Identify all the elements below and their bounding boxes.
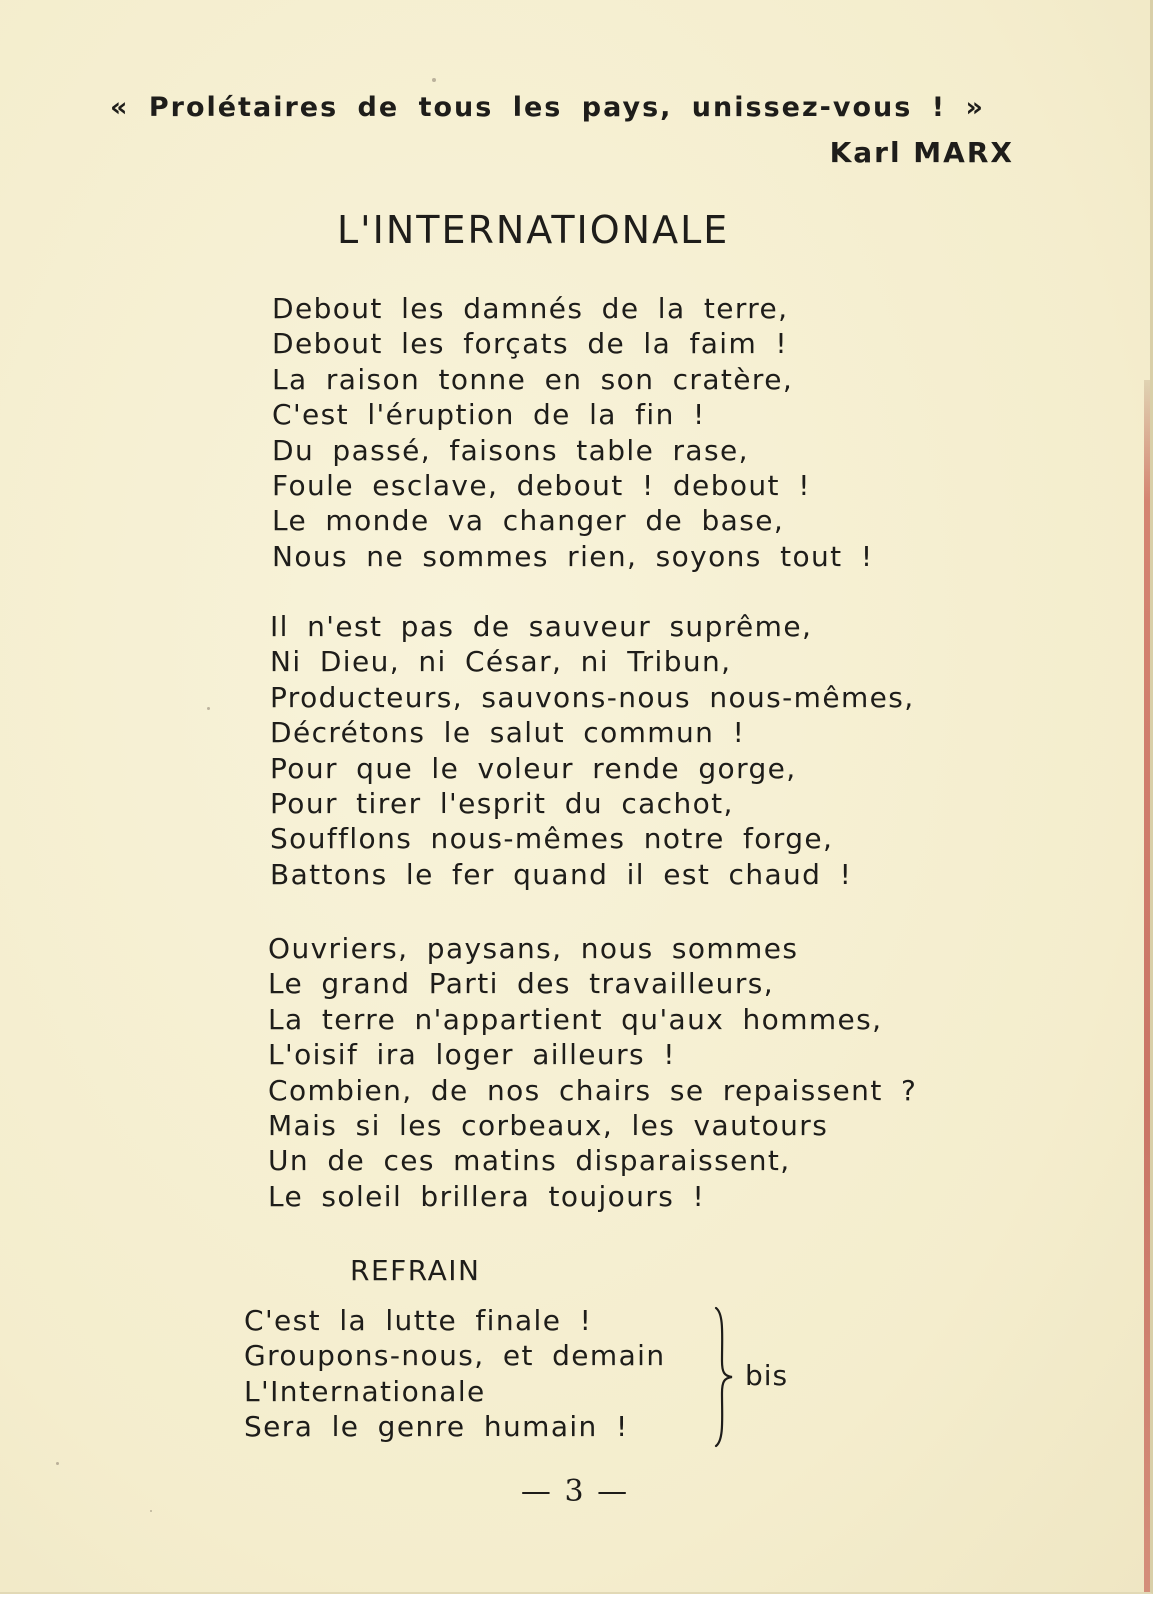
verse-line: Soufflons nous-mêmes notre forge, [270,822,834,856]
verse-line: Ni Dieu, ni César, ni Tribun, [270,645,732,679]
verse-line: Décrétons le salut commun ! [270,716,746,750]
verse-line: Ouvriers, paysans, nous sommes [268,932,799,965]
verse-line: Un de ces matins disparaissent, [268,1144,791,1178]
epigraph-quote: « Prolétaires de tous les pays, unissez-vous ! » [110,92,985,123]
verse-line: Mais si les corbeaux, les vautours [268,1109,829,1143]
stanza-3 [268,931,917,1214]
page-number: — 3 — [520,1474,630,1509]
epigraph-author: Karl MARX [829,136,1014,169]
page-edge [1144,380,1150,1592]
verse-line: La raison tonne en son cratère, [272,362,794,396]
song-title: L'INTERNATIONALE [337,208,730,252]
verse-line: La terre n'appartient qu'aux hommes, [268,1002,883,1036]
stanza-1 [272,291,873,574]
verse-line: Combien, de nos chairs se repaissent ? [268,1073,918,1107]
verse-line: Il n'est pas de sauveur suprême, [270,610,813,643]
verse-line: Battons le fer quand il est chaud ! [270,857,853,891]
verse-line: Le monde va changer de base, [272,504,785,538]
refrain-line: Sera le genre humain ! [244,1410,629,1444]
paper-speck [150,1510,152,1512]
refrain-block [244,1303,666,1445]
verse-line: C'est l'éruption de la fin ! [272,398,706,432]
refrain-line: L'Internationale [244,1374,486,1408]
paper-speck [432,78,436,82]
verse-line: Debout les forçats de la faim ! [272,327,789,361]
paper-speck [56,1462,59,1465]
verse-line: Foule esclave, debout ! debout ! [272,469,811,503]
repeat-note: bis [745,1359,789,1392]
verse-line: L'oisif ira loger ailleurs ! [268,1038,676,1072]
verse-line: Pour tirer l'esprit du cachot, [270,787,734,821]
verse-line: Pour que le voleur rende gorge, [270,751,797,785]
verse-line: Nous ne sommes rien, soyons tout ! [272,539,874,573]
verse-line: Le grand Parti des travailleurs, [268,967,775,1001]
verse-line: Le soleil brillera toujours ! [268,1179,706,1213]
refrain-line: Groupons-nous, et demain [244,1339,666,1373]
refrain-heading: REFRAIN [350,1254,481,1287]
stanza-2 [270,609,915,892]
refrain-line: C'est la lutte finale ! [244,1304,593,1337]
verse-line: Debout les damnés de la terre, [272,292,789,325]
paper-speck [207,707,210,710]
verse-line: Producteurs, sauvons-nous nous-mêmes, [270,680,915,714]
verse-line: Du passé, faisons table rase, [272,433,749,467]
curly-brace-icon [712,1306,738,1448]
